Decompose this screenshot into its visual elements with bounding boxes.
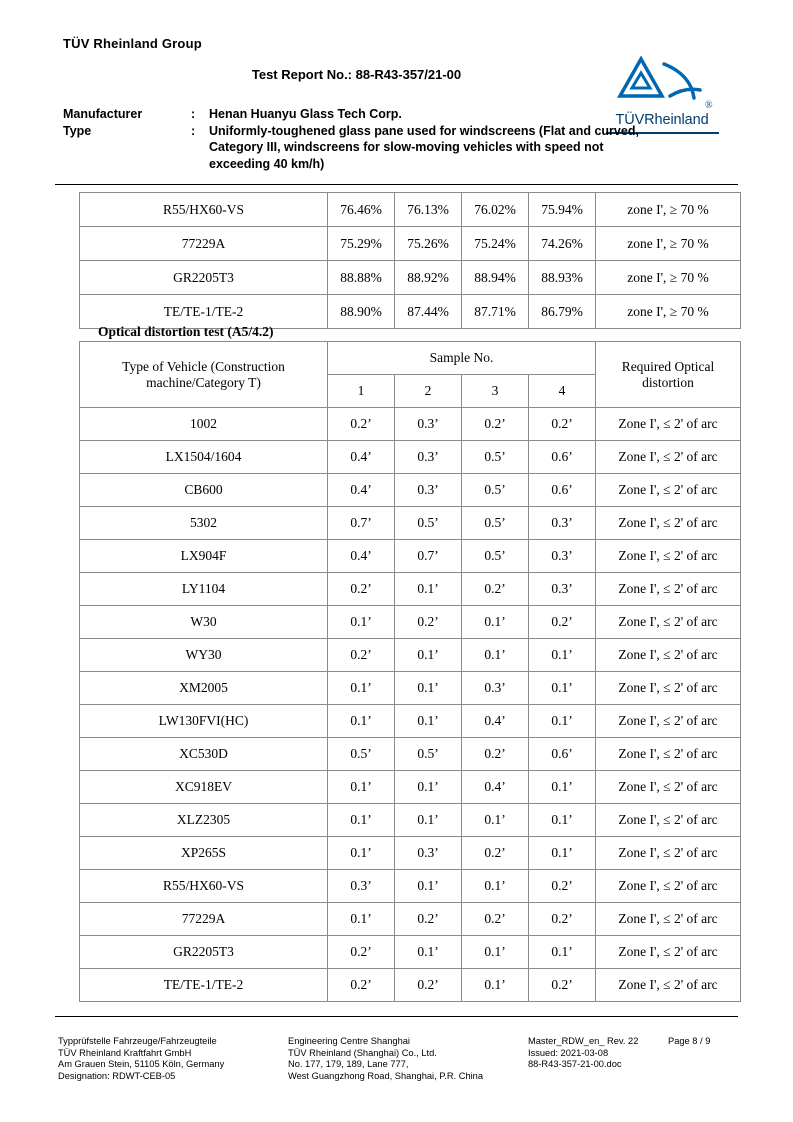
sample-3-value: 0.5’: [462, 507, 529, 540]
footer-column-page-number: [668, 1036, 742, 1082]
column-header-sample-1: 1: [328, 375, 395, 408]
optical-distortion-table: [79, 341, 741, 1002]
sample-2-value: 76.13%: [395, 193, 462, 227]
requirement-value: zone I', ≥ 70 %: [596, 227, 741, 261]
table-row: [80, 870, 741, 903]
header-divider: [55, 184, 738, 185]
table-row: [80, 705, 741, 738]
page-footer: [58, 1036, 742, 1082]
logo-word-rheinland: Rheinland: [644, 112, 709, 128]
sample-4-value: 0.1’: [529, 672, 596, 705]
footer-divider: [55, 1016, 738, 1017]
sample-4-value: 75.94%: [529, 193, 596, 227]
sample-3-value: 0.1’: [462, 639, 529, 672]
sample-1-value: 0.2’: [328, 408, 395, 441]
table-body: [80, 408, 741, 1002]
sample-2-value: 87.44%: [395, 295, 462, 329]
sample-1-value: 0.5’: [328, 738, 395, 771]
requirement-value: Zone I', ≤ 2' of arc: [596, 936, 741, 969]
table-row: [80, 227, 741, 261]
sample-4-value: 86.79%: [529, 295, 596, 329]
page-number: Page 8 / 9: [668, 1036, 711, 1046]
sample-1-value: 0.4’: [328, 441, 395, 474]
sample-2-value: 0.1’: [395, 936, 462, 969]
table-body: [80, 193, 741, 329]
requirement-value: Zone I', ≤ 2' of arc: [596, 606, 741, 639]
row-name: 5302: [80, 507, 328, 540]
luminous-transmittance-table: [79, 192, 741, 329]
row-name: LW130FVI(HC): [80, 705, 328, 738]
sample-1-value: 0.1’: [328, 606, 395, 639]
sample-1-value: 0.7’: [328, 507, 395, 540]
sample-3-value: 0.2’: [462, 903, 529, 936]
table-row: [80, 936, 741, 969]
sample-3-value: 0.3’: [462, 672, 529, 705]
footer-line: Engineering Centre Shanghai: [288, 1036, 410, 1046]
column-header-required-distortion: Required Optical distortion: [596, 342, 741, 408]
sample-2-value: 0.1’: [395, 672, 462, 705]
requirement-value: Zone I', ≤ 2' of arc: [596, 837, 741, 870]
sample-3-value: 0.2’: [462, 837, 529, 870]
footer-column-shanghai-office: [288, 1036, 528, 1082]
sample-4-value: 0.3’: [529, 540, 596, 573]
sample-4-value: 0.1’: [529, 705, 596, 738]
sample-3-value: 0.2’: [462, 573, 529, 606]
requirement-value: Zone I', ≤ 2' of arc: [596, 507, 741, 540]
sample-3-value: 0.5’: [462, 540, 529, 573]
row-name: LX904F: [80, 540, 328, 573]
sample-2-value: 0.1’: [395, 870, 462, 903]
requirement-value: zone I', ≥ 70 %: [596, 261, 741, 295]
table-row: [80, 573, 741, 606]
manufacturer-value: Henan Huanyu Glass Tech Corp.: [209, 107, 402, 121]
row-name: 77229A: [80, 227, 328, 261]
footer-line: Master_RDW_en_ Rev. 22: [528, 1036, 639, 1046]
sample-3-value: 0.5’: [462, 474, 529, 507]
sample-4-value: 0.3’: [529, 573, 596, 606]
requirement-value: Zone I', ≤ 2' of arc: [596, 639, 741, 672]
footer-line: Issued: 2021-03-08: [528, 1047, 609, 1058]
row-name: XC530D: [80, 738, 328, 771]
table-head: [80, 342, 741, 408]
sample-1-value: 0.1’: [328, 837, 395, 870]
row-name: XLZ2305: [80, 804, 328, 837]
meta-row-type: [63, 123, 663, 173]
sample-4-value: 0.2’: [529, 606, 596, 639]
footer-column-german-office: [58, 1036, 288, 1082]
table-row: [80, 738, 741, 771]
table-row: [80, 408, 741, 441]
row-name: 1002: [80, 408, 328, 441]
requirement-value: Zone I', ≤ 2' of arc: [596, 441, 741, 474]
row-name: R55/HX60-VS: [80, 193, 328, 227]
sample-1-value: 0.2’: [328, 936, 395, 969]
meta-row-manufacturer: [63, 106, 663, 123]
row-name: GR2205T3: [80, 936, 328, 969]
requirement-value: Zone I', ≤ 2' of arc: [596, 804, 741, 837]
row-name: TE/TE-1/TE-2: [80, 295, 328, 329]
table-row: [80, 474, 741, 507]
sample-1-value: 0.1’: [328, 903, 395, 936]
requirement-value: Zone I', ≤ 2' of arc: [596, 672, 741, 705]
sample-1-value: 75.29%: [328, 227, 395, 261]
report-number-title: Test Report No.: 88-R43-357/21-00: [251, 67, 462, 82]
sample-2-value: 0.3’: [395, 474, 462, 507]
table-row: [80, 672, 741, 705]
row-name: CB600: [80, 474, 328, 507]
sample-2-value: 0.7’: [395, 540, 462, 573]
sample-2-value: 0.3’: [395, 441, 462, 474]
sample-2-value: 0.2’: [395, 606, 462, 639]
sample-1-value: 0.1’: [328, 804, 395, 837]
sample-2-value: 0.1’: [395, 639, 462, 672]
table-row: [80, 606, 741, 639]
requirement-value: zone I', ≥ 70 %: [596, 295, 741, 329]
sample-2-value: 0.1’: [395, 573, 462, 606]
table-row: [80, 193, 741, 227]
sample-2-value: 0.1’: [395, 771, 462, 804]
sample-3-value: 0.1’: [462, 804, 529, 837]
sample-2-value: 0.1’: [395, 705, 462, 738]
footer-line: Am Grauen Stein, 51105 Köln, Germany: [58, 1059, 225, 1070]
sample-1-value: 0.4’: [328, 474, 395, 507]
requirement-value: Zone I', ≤ 2' of arc: [596, 771, 741, 804]
row-name: LY1104: [80, 573, 328, 606]
column-header-sample-3: 3: [462, 375, 529, 408]
sample-4-value: 0.6’: [529, 474, 596, 507]
requirement-value: Zone I', ≤ 2' of arc: [596, 903, 741, 936]
footer-line: West Guangzhong Road, Shanghai, P.R. China: [288, 1070, 484, 1081]
sample-1-value: 76.46%: [328, 193, 395, 227]
requirement-value: Zone I', ≤ 2' of arc: [596, 474, 741, 507]
sample-1-value: 0.1’: [328, 771, 395, 804]
row-name: W30: [80, 606, 328, 639]
sample-3-value: 0.4’: [462, 771, 529, 804]
footer-line: Designation: RDWT-CEB-05: [58, 1070, 176, 1081]
sample-3-value: 76.02%: [462, 193, 529, 227]
sample-4-value: 0.3’: [529, 507, 596, 540]
sample-1-value: 88.88%: [328, 261, 395, 295]
row-name: LX1504/1604: [80, 441, 328, 474]
manufacturer-label: Manufacturer: [63, 107, 143, 121]
sample-4-value: 0.1’: [529, 804, 596, 837]
sample-3-value: 0.2’: [462, 408, 529, 441]
sample-4-value: 0.2’: [529, 903, 596, 936]
table-row: [80, 261, 741, 295]
table-row: [80, 441, 741, 474]
registered-trademark-icon: ®: [705, 100, 713, 111]
column-header-vehicle-type: Type of Vehicle (Construction machine/Category T): [80, 342, 328, 408]
requirement-value: Zone I', ≤ 2' of arc: [596, 738, 741, 771]
table-row: [80, 639, 741, 672]
sample-1-value: 0.2’: [328, 969, 395, 1002]
sample-4-value: 0.2’: [529, 408, 596, 441]
sample-3-value: 0.1’: [462, 969, 529, 1002]
requirement-value: Zone I', ≤ 2' of arc: [596, 540, 741, 573]
row-name: 77229A: [80, 903, 328, 936]
row-name: WY30: [80, 639, 328, 672]
column-header-sample-2: 2: [395, 375, 462, 408]
sample-3-value: 0.2’: [462, 738, 529, 771]
sample-3-value: 75.24%: [462, 227, 529, 261]
footer-column-document-info: [528, 1036, 668, 1082]
requirement-value: Zone I', ≤ 2' of arc: [596, 870, 741, 903]
table-row: [80, 507, 741, 540]
sample-1-value: 88.90%: [328, 295, 395, 329]
company-group-title: TÜV Rheinland Group: [63, 36, 202, 51]
sample-4-value: 0.2’: [529, 969, 596, 1002]
row-name: XP265S: [80, 837, 328, 870]
row-name: TE/TE-1/TE-2: [80, 969, 328, 1002]
table-row: [80, 903, 741, 936]
footer-line: TÜV Rheinland Kraftfahrt GmbH: [58, 1047, 192, 1058]
sample-2-value: 88.92%: [395, 261, 462, 295]
sample-3-value: 88.94%: [462, 261, 529, 295]
requirement-value: Zone I', ≤ 2' of arc: [596, 573, 741, 606]
type-label: Type: [63, 123, 92, 138]
sample-2-value: 0.5’: [395, 507, 462, 540]
table-row: [80, 540, 741, 573]
sample-1-value: 0.2’: [328, 573, 395, 606]
column-header-sample-no: Sample No.: [328, 342, 596, 375]
row-name: R55/HX60-VS: [80, 870, 328, 903]
sample-2-value: 0.2’: [395, 969, 462, 1002]
table-row: [80, 771, 741, 804]
sample-3-value: 0.1’: [462, 606, 529, 639]
sample-1-value: 0.4’: [328, 540, 395, 573]
footer-line: No. 177, 179, 189, Lane 777,: [288, 1059, 409, 1070]
row-name: XC918EV: [80, 771, 328, 804]
footer-line: Typprüfstelle Fahrzeuge/Fahrzeugteile: [58, 1036, 217, 1046]
type-value: Uniformly-toughened glass pane used for windscreens (Flat and curved, Category III, windscreens for slow-moving vehicles with speed not exceeding 40 km/h): [209, 123, 639, 171]
table-row: [80, 837, 741, 870]
sample-2-value: 0.3’: [395, 837, 462, 870]
sample-1-value: 0.1’: [328, 672, 395, 705]
sample-1-value: 0.2’: [328, 639, 395, 672]
document-meta: [63, 106, 663, 172]
requirement-value: zone I', ≥ 70 %: [596, 193, 741, 227]
table-row: [80, 804, 741, 837]
sample-1-value: 0.1’: [328, 705, 395, 738]
sample-3-value: 0.5’: [462, 441, 529, 474]
requirement-value: Zone I', ≤ 2' of arc: [596, 969, 741, 1002]
sample-4-value: 0.1’: [529, 936, 596, 969]
sample-3-value: 87.71%: [462, 295, 529, 329]
sample-4-value: 88.93%: [529, 261, 596, 295]
footer-line: TÜV Rheinland (Shanghai) Co., Ltd.: [288, 1047, 437, 1058]
table-header-row: [80, 342, 741, 375]
requirement-value: Zone I', ≤ 2' of arc: [596, 408, 741, 441]
sample-4-value: 0.1’: [529, 771, 596, 804]
sample-3-value: 0.1’: [462, 936, 529, 969]
column-header-sample-4: 4: [529, 375, 596, 408]
requirement-value: Zone I', ≤ 2' of arc: [596, 705, 741, 738]
type-colon: :: [191, 123, 196, 138]
sample-2-value: 0.5’: [395, 738, 462, 771]
row-name: GR2205T3: [80, 261, 328, 295]
sample-3-value: 0.1’: [462, 870, 529, 903]
sample-2-value: 75.26%: [395, 227, 462, 261]
sample-1-value: 0.3’: [328, 870, 395, 903]
manufacturer-colon: :: [191, 107, 196, 121]
logo-word-tuv: TÜV: [615, 112, 645, 128]
sample-2-value: 0.1’: [395, 804, 462, 837]
table-row: [80, 969, 741, 1002]
sample-4-value: 0.1’: [529, 837, 596, 870]
sample-2-value: 0.2’: [395, 903, 462, 936]
sample-4-value: 0.2’: [529, 870, 596, 903]
sample-4-value: 0.6’: [529, 441, 596, 474]
sample-4-value: 0.1’: [529, 639, 596, 672]
sample-3-value: 0.4’: [462, 705, 529, 738]
sample-4-value: 74.26%: [529, 227, 596, 261]
sample-4-value: 0.6’: [529, 738, 596, 771]
sample-2-value: 0.3’: [395, 408, 462, 441]
row-name: XM2005: [80, 672, 328, 705]
section-title-optical-distortion: Optical distortion test (A5/4.2): [98, 324, 274, 339]
footer-line: 88-R43-357-21-00.doc: [528, 1059, 622, 1070]
